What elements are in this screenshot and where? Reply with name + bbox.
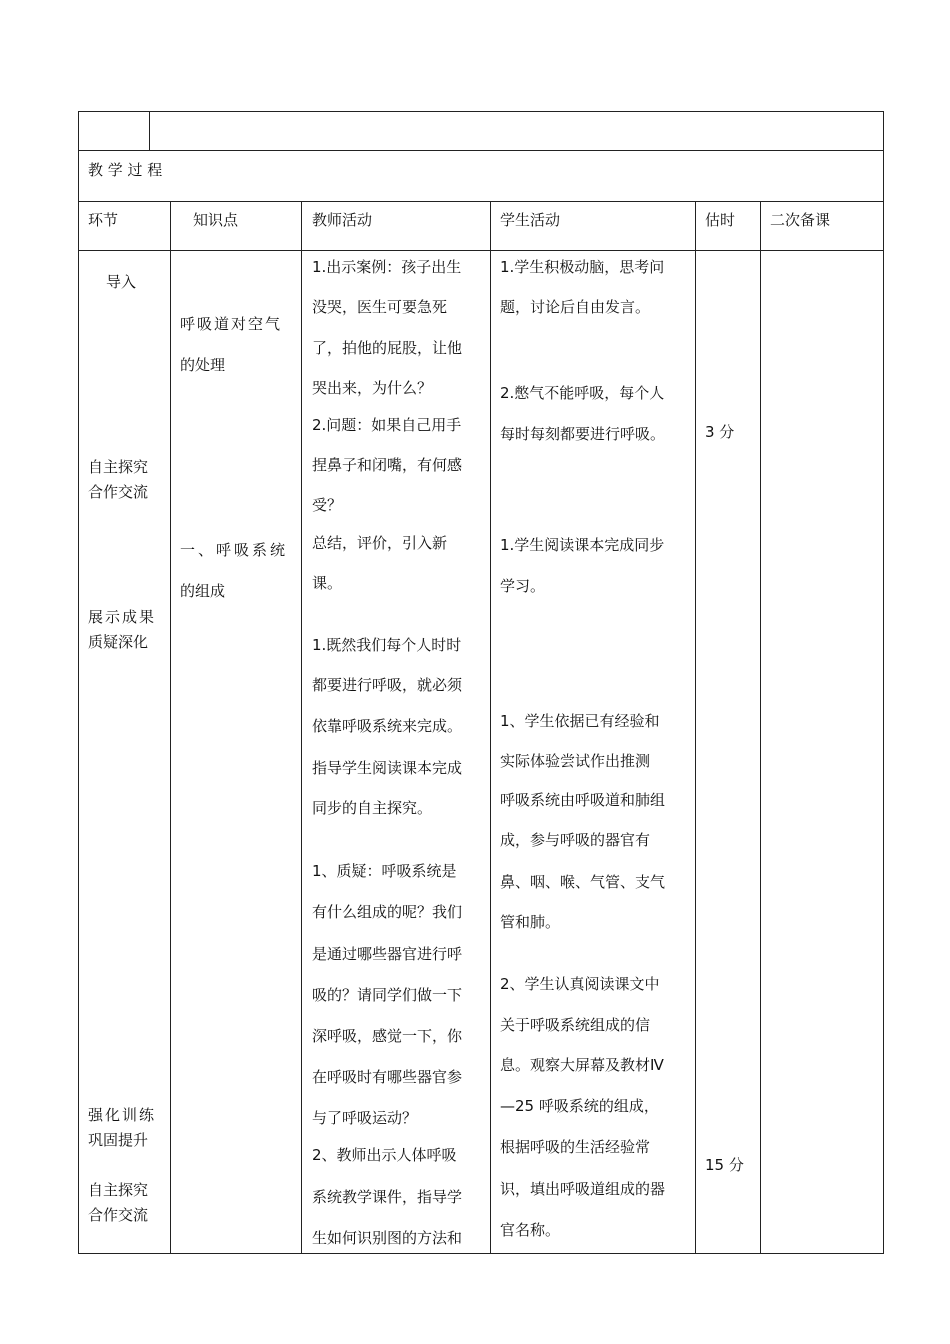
teacher-line: 吸的？请同学们做一下 (312, 986, 463, 1004)
student-line: 2、学生认真阅读课文中 (500, 975, 660, 993)
header-knowledge: 知识点 (193, 211, 239, 229)
teacher-line: 是通过哪些器官进行呼 (312, 945, 463, 963)
teacher-line: 2.问题：如果自己用手 (312, 416, 462, 434)
row-divider (78, 250, 884, 251)
student-line: 2.憋气不能呼吸，每个人 (500, 384, 665, 402)
teacher-line: 2、教师出示人体呼吸 (312, 1146, 457, 1164)
time-estimate: 3 分 (705, 423, 735, 441)
student-line: 管和肺。 (500, 913, 561, 931)
teacher-line: 系统教学课件，指导学 (312, 1188, 463, 1206)
student-line: 实际体验尝试作出推测 (500, 752, 651, 770)
stage-train-b: 巩固提升 (88, 1131, 149, 1149)
teacher-line: 深呼吸，感觉一下，你 (312, 1027, 463, 1045)
student-line: 学习。 (500, 577, 546, 595)
student-line: 1.学生阅读课本完成同步 (500, 536, 665, 554)
table-border-bottom (78, 1253, 884, 1254)
student-line: 息。观察大屏幕及教材Ⅳ (500, 1056, 664, 1074)
teacher-line: 同步的自主探究。 (312, 799, 433, 817)
teacher-line: 与了呼吸运动？ (312, 1109, 418, 1127)
knowledge-item: 一、呼吸系统 (180, 541, 289, 559)
student-line: 1.学生积极动脑，思考问 (500, 258, 665, 276)
table-border-left (78, 111, 79, 1254)
col-divider (301, 201, 302, 1254)
teacher-line: 捏鼻子和闭嘴，有何感 (312, 456, 463, 474)
student-line: 根据呼吸的生活经验常 (500, 1138, 651, 1156)
stage-show-a: 展示成果 (88, 608, 157, 626)
student-line: 题，讨论后自由发言。 (500, 298, 651, 316)
teacher-line: 在呼吸时有哪些器官参 (312, 1068, 463, 1086)
teacher-line: 1.出示案例：孩子出生 (312, 258, 462, 276)
col-divider (695, 201, 696, 1254)
teacher-line: 1、质疑：呼吸系统是 (312, 862, 457, 880)
teacher-line: 都要进行呼吸，就必须 (312, 676, 463, 694)
lesson-table (78, 111, 884, 1254)
row-divider (78, 150, 884, 151)
stage-train-a: 强化训练 (88, 1106, 157, 1124)
knowledge-item: 的处理 (180, 356, 226, 374)
table-border-right (883, 111, 884, 1254)
header-stage: 环节 (88, 211, 119, 229)
teacher-line: 受？ (312, 496, 343, 514)
teacher-line: 哭出来，为什么？ (312, 379, 433, 397)
stage-intro: 导入 (106, 273, 137, 291)
stage-explore-2a: 自主探究 (88, 1181, 149, 1199)
col-divider (149, 111, 150, 150)
stage-show-b: 质疑深化 (88, 633, 149, 651)
teacher-line: 有什么组成的呢？我们 (312, 903, 463, 921)
header-student: 学生活动 (500, 211, 561, 229)
student-line: 呼吸系统由呼吸道和肺组 (500, 791, 666, 809)
student-line: 成，参与呼吸的器官有 (500, 831, 651, 849)
header-notes: 二次备课 (770, 211, 831, 229)
teacher-line: 1.既然我们每个人时时 (312, 636, 462, 654)
col-divider (170, 201, 171, 1254)
student-line: 鼻、咽、喉、气管、支气 (500, 873, 666, 891)
time-estimate: 15 分 (705, 1156, 744, 1174)
header-teacher: 教师活动 (312, 211, 373, 229)
row-divider (78, 201, 884, 202)
student-line: 关于呼吸系统组成的信 (500, 1016, 651, 1034)
student-line: —25 呼吸系统的组成， (500, 1097, 659, 1115)
teacher-line: 了，拍他的屁股，让他 (312, 339, 463, 357)
table-border-top (78, 111, 884, 112)
teacher-line: 指导学生阅读课本完成 (312, 759, 463, 777)
col-divider (760, 201, 761, 1254)
student-line: 每时每刻都要进行呼吸。 (500, 425, 666, 443)
teacher-line: 总结，评价，引入新 (312, 534, 448, 552)
stage-explore-1a: 自主探究 (88, 458, 149, 476)
stage-explore-1b: 合作交流 (88, 483, 149, 501)
knowledge-item: 呼吸道对空气 (180, 315, 283, 333)
teacher-line: 依靠呼吸系统来完成。 (312, 717, 463, 735)
student-line: 识，填出呼吸道组成的器 (500, 1180, 666, 1198)
student-line: 官名称。 (500, 1221, 561, 1239)
section-title: 教 学 过 程 (88, 161, 163, 179)
header-time: 估时 (705, 211, 736, 229)
teacher-line: 没哭，医生可要急死 (312, 298, 448, 316)
teacher-line: 生如何识别图的方法和 (312, 1229, 463, 1247)
col-divider (490, 201, 491, 1254)
teacher-line: 课。 (312, 574, 343, 592)
student-line: 1、学生依据已有经验和 (500, 712, 660, 730)
stage-explore-2b: 合作交流 (88, 1206, 149, 1224)
knowledge-item: 的组成 (180, 582, 226, 600)
